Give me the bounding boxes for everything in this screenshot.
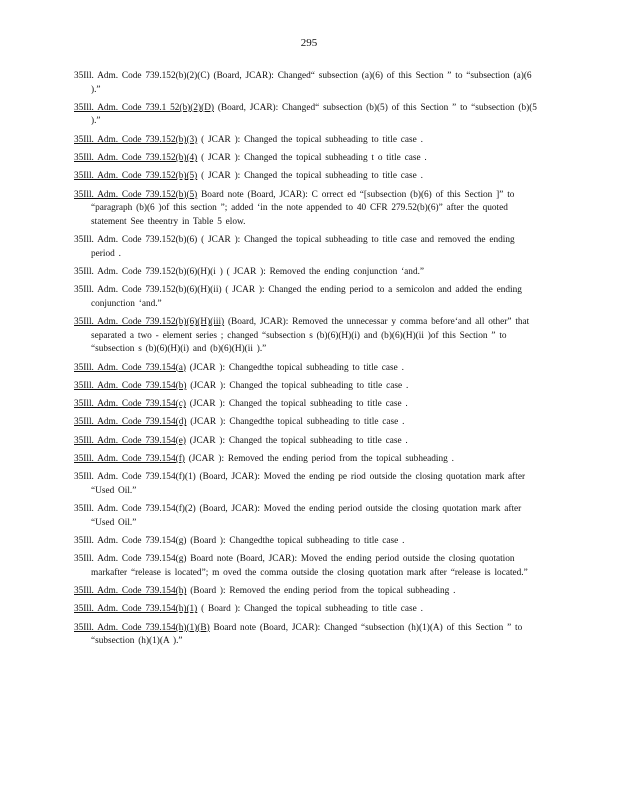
change-entry-list (74, 70, 542, 654)
change-entry (74, 535, 542, 549)
entry-text: ( JCAR ): Changed the topical subheading to title case and removed the ending period . (91, 235, 515, 259)
change-entry (74, 622, 542, 649)
entry-citation: 35Ill. Adm. Code 739.152(b)(3) (74, 134, 198, 145)
change-entry (74, 152, 542, 166)
page-number: 295 (300, 37, 318, 49)
entry-text: ) ( JCAR ): Removed the ending conjunction ‘and.” (215, 266, 425, 277)
change-entry (74, 453, 542, 467)
change-entry (74, 416, 542, 430)
entry-citation: 35Ill. Adm. Code 739.152(b)(6)(H)(iii) (74, 317, 225, 328)
change-entry (74, 266, 542, 280)
entry-citation: 35Ill. Adm. Code 739.154(g) (74, 554, 187, 565)
change-entry (74, 284, 542, 311)
entry-citation: 35Ill. Adm. Code 739.152(b)(4) (74, 153, 198, 164)
entry-text: (JCAR ): Changed the topical subheading to title case . (186, 380, 409, 391)
change-entry (74, 585, 542, 599)
entry-citation: 35Ill. Adm. Code 739.152(b)(6) (74, 235, 198, 246)
change-entry (74, 102, 542, 129)
entry-text: ( JCAR ): Changed the ending period to a semicolon and added the ending conjunction ‘and.” (91, 285, 522, 309)
entry-text: (Board, JCAR): Changed“ subsection (a)(6) of this Section ” to “subsection (a)(6 ).” (91, 71, 532, 95)
entry-citation: 35Ill. Adm. Code 739.152(b)(6)(H)(i (74, 266, 216, 277)
entry-citation: 35Ill. Adm. Code 739.152(b)(6)(H)(ii) (74, 285, 222, 296)
change-entry (74, 134, 542, 148)
change-entry (74, 362, 542, 376)
change-entry (74, 170, 542, 184)
entry-text: (JCAR ): Changedthe topical subheading to title case . (186, 417, 405, 428)
entry-citation: 35Ill. Adm. Code 739.154(b) (74, 380, 187, 391)
entry-citation: 35Ill. Adm. Code 739.154(f)(1) (74, 472, 196, 483)
entry-citation: 35Ill. Adm. Code 739.154(f) (74, 453, 185, 464)
entry-text: (JCAR ): Changed the topical subheading to title case . (185, 399, 408, 410)
entry-citation: 35Ill. Adm. Code 739.154(h)(1)(B) (74, 622, 210, 633)
entry-citation: 35Ill. Adm. Code 739.154(h) (74, 586, 187, 597)
change-entry (74, 234, 542, 261)
entry-citation: 35Ill. Adm. Code 739.152(b)(5) (74, 171, 198, 182)
entry-text: (Board, JCAR): Moved the ending pe riod outside the closing quotation mark after “Used Oil.” (91, 472, 526, 496)
change-entry (74, 380, 542, 394)
change-entry (74, 435, 542, 449)
entry-text: ( JCAR ): Changed the topical subheading to title case . (197, 171, 423, 182)
entry-text: (JCAR ): Removed the ending period from the topical subheading . (184, 453, 454, 464)
entry-text: (Board ): Changedthe topical subheading to title case . (186, 536, 405, 546)
entry-text: (JCAR ): Changedthe topical subheading to title case . (185, 362, 404, 373)
entry-text: Board note (Board, JCAR): Moved the ending period outside the closing quotation markafter “release is located”; m oved the comma outside the closing quotation mark after “release is located.” (91, 554, 528, 578)
change-entry (74, 553, 542, 580)
change-entry (74, 398, 542, 412)
entry-citation: 35Ill. Adm. Code 739.154(h)(1) (74, 604, 198, 615)
entry-citation: 35Ill. Adm. Code 739.154(e) (74, 435, 186, 446)
change-entry (74, 316, 542, 357)
change-entry (74, 471, 542, 498)
entry-text: (Board, JCAR): Removed the unnecessar y comma before‘and all other” that separated a two - element series ; changed “subsection s (b)(6)(H)(i) and (b)(6)(H)(ii )of this Section ” to “subsection s (b)(6)(H)(i) and (b)(6)(H)(ii ).” (91, 317, 530, 355)
entry-text: ( JCAR ): Changed the topical subheading t o title case . (197, 153, 427, 164)
entry-citation: 35Ill. Adm. Code 739.152(b)(2)(C) (74, 71, 210, 81)
entry-citation: 35Ill. Adm. Code 739.154(f)(2) (74, 504, 196, 515)
entry-citation: 35Ill. Adm. Code 739.154(g) (74, 536, 187, 546)
entry-citation: 35Ill. Adm. Code 739.154(a) (74, 362, 186, 373)
entry-citation: 35Ill. Adm. Code 739.152(b)(5) (74, 189, 198, 200)
entry-citation: 35Ill. Adm. Code 739.154(c) (74, 399, 186, 410)
entry-text: ( JCAR ): Changed the topical subheading to title case . (197, 134, 423, 145)
change-entry (74, 503, 542, 530)
change-entry (74, 603, 542, 617)
entry-text: Board note (Board, JCAR): Changed “subsection (h)(1)(A) of this Section ” to “subsection (h)(1)(A ).” (91, 622, 523, 647)
entry-text: (Board ): Removed the ending period from the topical subheading . (186, 586, 456, 597)
entry-text: Board note (Board, JCAR): C orrect ed “[subsection (b)(6) of this Section ]” to “paragraph (b)(6 )of this section ”; added ‘in the note appended to 40 CFR 279.52(b)(6)” after the quoted statement See theentry in Table 5 elow. (91, 189, 515, 227)
entry-text: (Board, JCAR): Moved the ending period outside the closing quotation mark after “Used Oil.” (91, 504, 522, 528)
entry-text: (Board, JCAR): Changed“ subsection (b)(5) of this Section ” to “subsection (b)(5 ).” (91, 102, 537, 127)
entry-text: (JCAR ): Changed the topical subheading to title case . (185, 435, 408, 446)
entry-citation: 35Ill. Adm. Code 739.1 52(b)(2)(D) (74, 102, 215, 113)
entry-text: ( Board ): Changed the topical subheading to title case . (197, 604, 423, 615)
change-entry (74, 189, 542, 230)
entry-citation: 35Ill. Adm. Code 739.154(d) (74, 417, 187, 428)
change-entry (74, 70, 542, 97)
